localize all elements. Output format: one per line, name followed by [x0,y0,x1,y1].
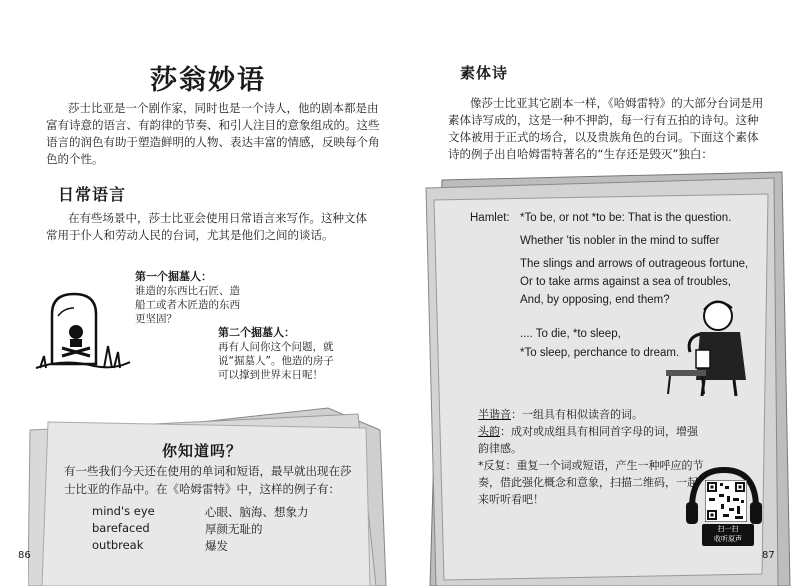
verse-speaker: Hamlet: [470,212,510,224]
verse-line: *To be, or not *to be: That is the question. [520,212,732,224]
vocab-row [92,504,155,518]
qr-panel[interactable] [688,468,760,550]
digger2-text: 再有人问你这个问题，就说“掘墓人”。他造的房子可以撑到世界末日呢！ [218,341,334,381]
qr-caption [702,524,754,546]
note-text: ：成对或成组具有相同首字母的词，增强韵律感。 [478,425,698,455]
digger1-dialogue [135,268,250,326]
vocab-row [92,538,143,552]
vocab-en: barefaced [92,521,150,535]
page-number-right: 87 [762,550,775,561]
shakespeare-illustration [656,290,756,400]
digger1-text: 谁造的东西比石匠、造船工或者木匠造的东西更坚固？ [135,285,240,325]
note-key: 半谐音 [478,408,511,421]
verse-line: Or to take arms against a sea of troubles, [520,276,731,288]
verse-line: The slings and arrows of outrageous fortune, [520,258,749,270]
daily-language-paragraph: 在有些场景中，莎士比亚会使用日常语言来写作。这种文体常用于仆人和劳动人民的台词，尤其是他们之间的谈话。 [46,211,367,242]
verse-line: .... To die, *to sleep, [520,328,621,340]
gravestone-icon [34,286,134,376]
verse-line: And, by opposing, end them? [520,294,670,306]
intro-paragraph: 莎士比亚是一个剧作家，同时也是一个诗人，他的剧本都是由富有诗意的语言、有韵律的节奏、和引人注目的意象组成的。这些语言的润色有助于塑造鲜明的人物、表达丰富的情感，反映每个角色的个性。 [46,101,380,166]
page-number-left: 86 [18,550,31,561]
did-you-know-title: 你知道吗？ [162,442,243,460]
vocab-zh: 心眼、脑海、想象力 [205,505,309,519]
did-you-know-text: 有一些我们今天还在使用的单词和短语，最早就出现在莎士比亚的作品中。在《哈姆雷特》中，这样的例子有： [64,464,352,496]
qr-caption-line2: 收听原声 [714,535,742,543]
daily-language-heading: 日常语言 [58,185,127,204]
blank-verse-heading: 素体诗 [460,64,509,82]
qr-code-icon[interactable] [705,480,747,522]
note-repetition: *反复：重复一个词或短语，产生一种呼应的节奏，借此强化概念和意象，扫描二维码，一起来听听看吧！ [478,459,704,506]
vocab-zh: 爆发 [205,539,228,553]
note-text: ：一组具有相似读音的词。 [511,408,643,421]
qr-caption-line1: 扫一扫 [717,525,739,533]
verse-line: *To sleep, perchance to dream. [520,347,680,359]
notes-block [478,406,708,508]
digger2-dialogue [218,324,336,382]
note-alliteration [478,423,708,457]
blank-verse-paragraph: 像莎士比亚其它剧本一样，《哈姆雷特》的大部分台词是用素体诗写成的，这是一种不押韵，每一行有五拍的诗句。这种文体被用于正式的场合，以及贵族角色的台词。下面这个素体诗的例子出自哈姆雷特著名的“生存还是毁灭”独白： [448,96,764,161]
vocab-en: mind's eye [92,504,155,518]
verse-line: Whether 'tis nobler in the mind to suffer [520,235,720,247]
digger1-name: 第一个掘墓人： [135,270,212,283]
vocab-en: outbreak [92,538,144,552]
digger2-name: 第二个掘墓人： [218,326,295,339]
vocab-zh: 厚颜无耻的 [205,522,263,536]
vocab-row [92,521,150,535]
note-assonance [478,406,708,423]
page-title: 莎翁妙语 [150,65,266,96]
note-key: 头韵 [478,425,500,438]
